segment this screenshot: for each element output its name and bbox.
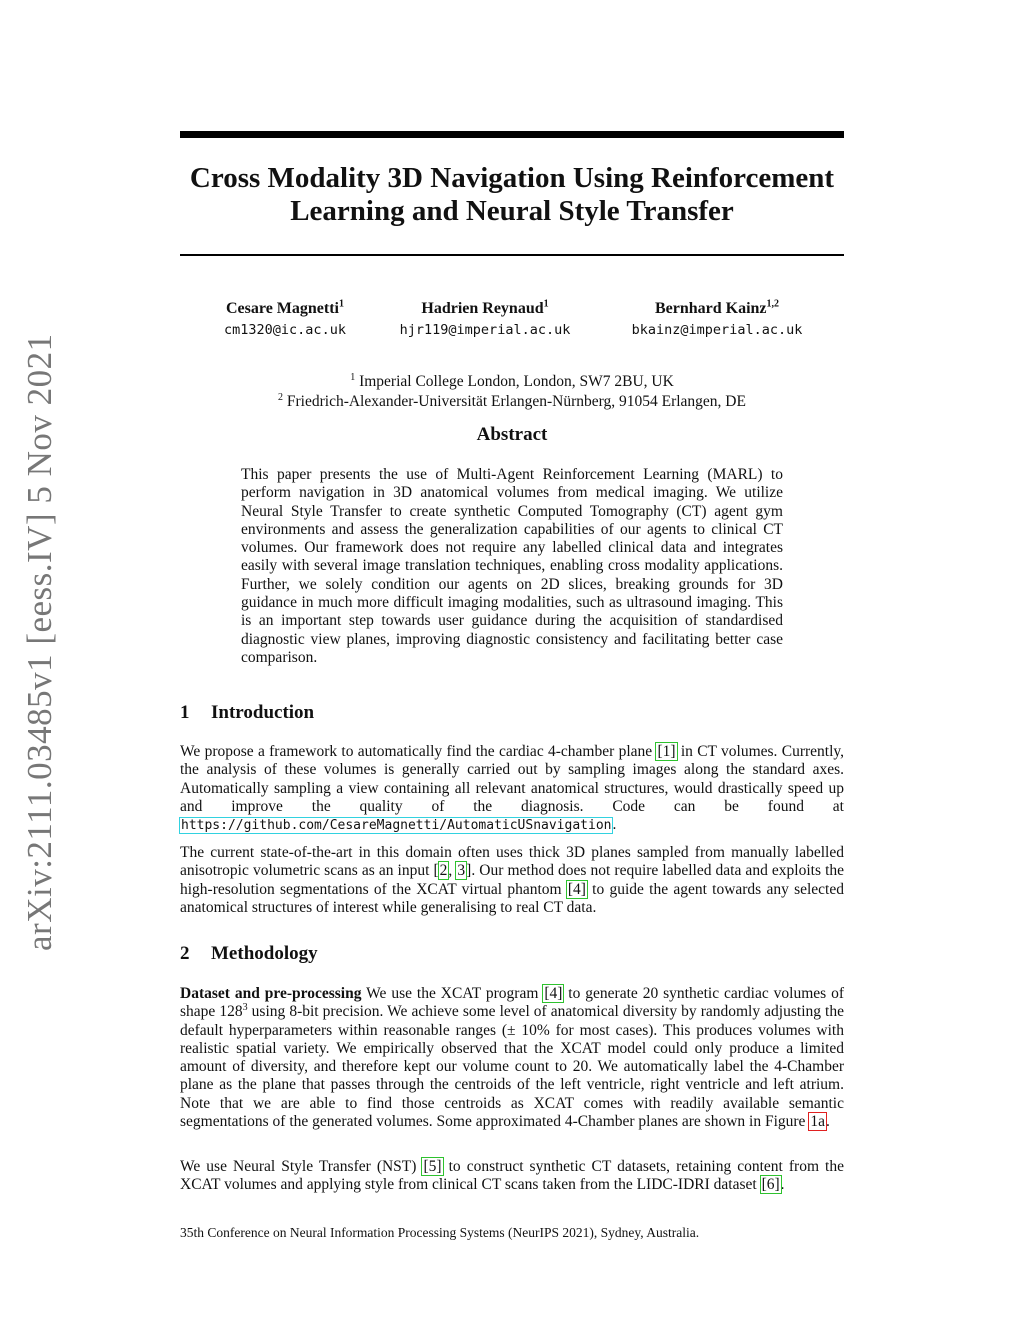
author-email[interactable]: bkainz@imperial.ac.uk <box>631 322 803 338</box>
affiliation-1: $^1$ Imperial College London, London, SW7 2BU, UK <box>350 371 674 390</box>
citation-link[interactable]: [4] <box>544 985 563 1002</box>
author-block-1 <box>200 298 370 340</box>
title-top-rule <box>180 131 844 138</box>
code-url-link[interactable]: https://github.com/CesareMagnetti/AutomaticUSnavigation <box>181 818 612 834</box>
author-name: Bernhard Kainz$^{1,2}$ <box>654 298 780 317</box>
method-paragraph-2: We use Neural Style Transfer (NST) [5] to construct synthetic CT datasets, retaining content from the XCAT volumes and applying style from clinical CT scans taken from the LIDC-IDRI dataset [6]. <box>180 1158 844 1194</box>
paper-title <box>180 162 844 228</box>
title-line-1: Cross Modality 3D Navigation Using Reinforcement <box>189 162 835 194</box>
title-bottom-rule <box>180 254 844 256</box>
affiliations <box>180 372 844 412</box>
citation-link[interactable]: [1] <box>657 743 676 760</box>
author-name: Hadrien Reynaud$^1$ <box>421 298 549 317</box>
title-line-2: Learning and Neural Style Transfer <box>290 195 734 227</box>
author-block-3 <box>612 298 822 340</box>
citation-link[interactable]: [5] <box>423 1158 442 1175</box>
method-paragraph-1: Dataset and pre-processing We use the XCAT program [4] to generate 20 synthetic cardiac volumes of shape $128^3$ using 8-bit precision. We achieve some level of anatomical diversity by randomly adjusting the default hyperparameters within reasonable ranges (± 10% for most cases). This produces volumes with realistic spatial variety. We empirically observed that the XCAT model could only produce a limited amount of diversity, and therefore kept our volume count to 20. We automatically label the 4-Chamber plane as the plane that passes through the centroids of the left ventricle, right ventricle and left atrium. Note that we are able to find those centroids as XCAT comes with readily available semantic segmentations of the generated volumes. Some approximated 4-Chamber planes are shown in Figure 1a. <box>180 985 844 1131</box>
citation-link[interactable]: [4] <box>567 880 586 898</box>
arxiv-stamp: arXiv:2111.03485v1 [eess.IV] 5 Nov 2021 <box>20 333 59 951</box>
section-heading-methodology: 2 Methodology <box>180 943 318 964</box>
author-email[interactable]: hjr119@imperial.ac.uk <box>399 322 571 338</box>
author-name: Cesare Magnetti$^1$ <box>226 298 344 317</box>
author-email[interactable]: cm1320@ic.ac.uk <box>224 322 346 338</box>
section-heading-introduction: 1 Introduction <box>180 702 315 723</box>
intro-paragraph-2: The current state-of-the-art in this domain often uses thick 3D planes sampled from manually labelled anisotropic volumetric scans as an input [2, 3]. Our method does not require labelled data and exploits the high-resolution segmentations of the XCAT virtual phantom [4] to guide the agent towards any selected anatomical structures of interest while generalising to real CT data. <box>180 844 844 916</box>
conference-footer: 35th Conference on Neural Information Processing Systems (NeurIPS 2021), Sydney, Australia. <box>180 1225 700 1240</box>
paragraph-runin-heading: Dataset and pre-processing <box>180 985 362 1002</box>
intro-paragraph-1: We propose a framework to automatically find the cardiac 4-chamber plane [1] in CT volumes. Currently, the analysis of these volumes is generally carried out by sampling images along the standard axes. Automatically sampling a view containing all relevant anatomical structures, would drastically speed up and improve the quality of the diagnosis. Code can be found at https://github.com/CesareMagnetti/AutomaticUSnavigation. <box>180 743 844 834</box>
affiliation-2: $^2$ Friedrich-Alexander-Universität Erlangen-Nürnberg, 91054 Erlangen, DE <box>278 391 746 410</box>
figure-reference-link[interactable]: 1a <box>810 1113 825 1131</box>
citation-link[interactable]: [6] <box>761 1176 780 1194</box>
abstract-text: This paper presents the use of Multi-Agent Reinforcement Learning (MARL) to perform navigation in 3D anatomical volumes from medical imaging. We utilize Neural Style Transfer to create synthetic Computed Tomography (CT) agent gym environments and assess the generalization capabilities of our agents to clinical CT volumes. Our framework does not require any labelled clinical data and integrates easily with several image translation techniques, enabling cross modality applications. Further, we solely condition our agents on 2D slices, breaking grounds for 3D guidance in much more difficult imaging modalities, such as ultrasound imaging. This is an important step towards user guidance during the acquisition of standardised diagnostic view planes, improving diagnostic consistency and facilitating better case comparison. <box>241 466 783 666</box>
citation-link[interactable]: 3 <box>457 862 466 880</box>
author-block-2 <box>380 298 590 340</box>
abstract-heading: Abstract <box>476 424 548 445</box>
citation-link[interactable]: 2 <box>439 862 448 880</box>
